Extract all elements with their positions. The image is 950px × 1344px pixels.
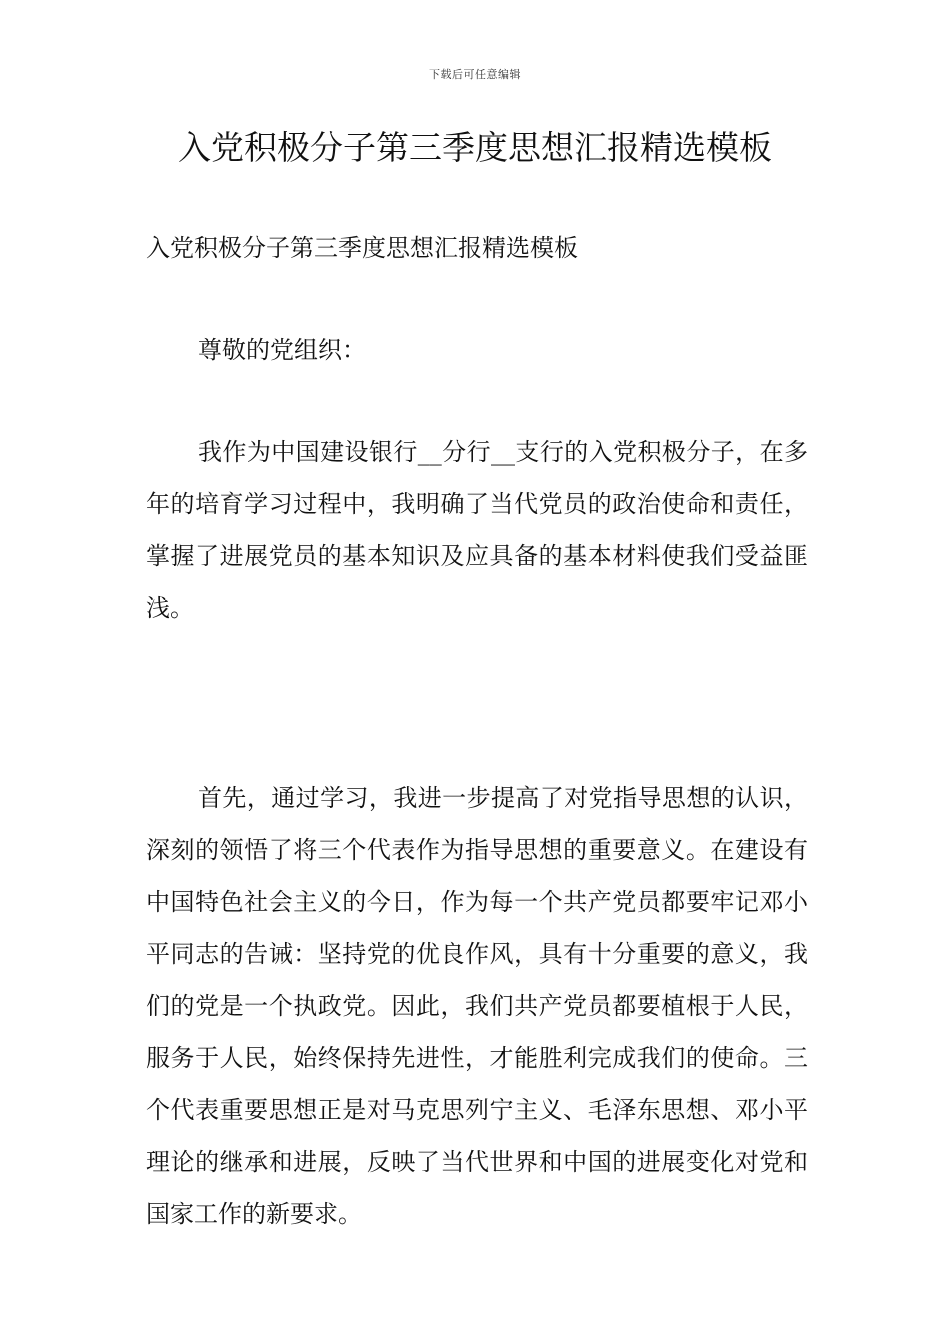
paragraph-2: 首先，通过学习，我进一步提高了对党指导思想的认识，深刻的领悟了将三个代表作为指导思想的重要意义。在建设有中国特色社会主义的今日，作为每一个共产党员都要牢记邓小平同志的告诫：坚持党的优良作风，具有十分重要的意义，我们的党是一个执政党。因此，我们共产党员都要植根于人民，服务于人民，始终保持先进性，才能胜利完成我们的使命。三个代表重要思想正是对马克思列宁主义、毛泽东思想、邓小平理论的继承和进展，反映了当代世界和中国的进展变化对党和国家工作的新要求。 (146, 784, 808, 1228)
document-title: 入党积极分子第三季度思想汇报精选模板 (178, 128, 772, 167)
salutation: 尊敬的党组织： (198, 336, 366, 364)
header-note: 下载后可任意编辑 (429, 68, 521, 81)
document-subtitle: 入党积极分子第三季度思想汇报精选模板 (146, 234, 578, 262)
paragraph-1: 我作为中国建设银行__分行__支行的入党积极分子，在多年的培育学习过程中，我明确了当代党员的政治使命和责任，掌握了进展党员的基本知识及应具备的基本材料使我们受益匪浅。 (146, 438, 808, 622)
